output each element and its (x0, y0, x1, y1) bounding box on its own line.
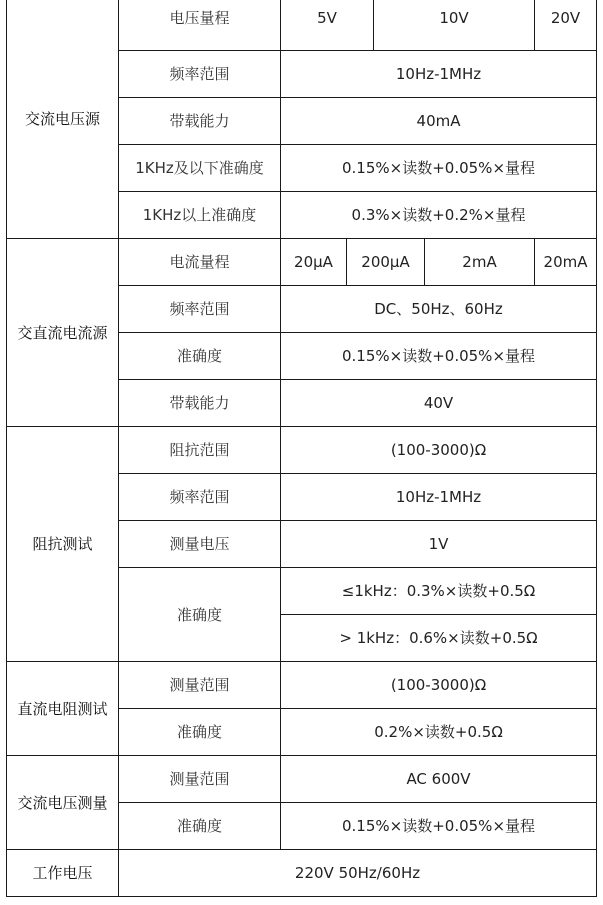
frequency-range-value: 10Hz-1MHz (281, 474, 597, 521)
measure-range-value: (100-3000)Ω (281, 662, 597, 709)
load-capacity-label: 带载能力 (119, 380, 281, 427)
accuracy-value-high-freq: > 1kHz：0.6%×读数+0.5Ω (281, 615, 597, 662)
category-impedance-test: 阻抗测试 (7, 427, 119, 662)
measure-range-value: AC 600V (281, 756, 597, 803)
accuracy-value: 0.15%×读数+0.05%×量程 (281, 803, 597, 850)
table-row (7, 756, 597, 803)
measure-range-label: 测量范围 (119, 756, 281, 803)
voltage-range-20v: 20V (535, 0, 597, 51)
current-range-20ma: 20mA (535, 239, 597, 286)
load-capacity-label: 带载能力 (119, 98, 281, 145)
spec-table (6, 0, 597, 897)
frequency-range-label: 频率范围 (119, 51, 281, 98)
accuracy-high-value: 0.3%×读数+0.2%×量程 (281, 192, 597, 239)
accuracy-low-label: 1KHz及以下准确度 (119, 145, 281, 192)
impedance-range-value: (100-3000)Ω (281, 427, 597, 474)
accuracy-value-low-freq: ≤1kHz：0.3%×读数+0.5Ω (281, 568, 597, 615)
frequency-range-value: DC、50Hz、60Hz (281, 286, 597, 333)
load-capacity-value: 40V (281, 380, 597, 427)
table-row (7, 850, 597, 897)
accuracy-value: 0.15%×读数+0.05%×量程 (281, 333, 597, 380)
table-row (7, 427, 597, 474)
voltage-range-5v: 5V (281, 0, 374, 51)
accuracy-label: 准确度 (119, 709, 281, 756)
table-row (7, 239, 597, 286)
current-range-2ma: 2mA (425, 239, 535, 286)
table-row (7, 0, 597, 51)
category-ac-voltage-source: 交流电压源 (7, 0, 119, 239)
category-ac-voltage-measure: 交流电压测量 (7, 756, 119, 850)
voltage-range-label: 电压量程 (119, 0, 281, 51)
current-range-200ua: 200μA (347, 239, 425, 286)
category-working-voltage: 工作电压 (7, 850, 119, 897)
accuracy-high-label: 1KHz以上准确度 (119, 192, 281, 239)
frequency-range-label: 频率范围 (119, 286, 281, 333)
working-voltage-value: 220V 50Hz/60Hz (119, 850, 597, 897)
category-acdc-current-source: 交直流电流源 (7, 239, 119, 427)
category-dc-resistance-test: 直流电阻测试 (7, 662, 119, 756)
test-voltage-label: 测量电压 (119, 521, 281, 568)
measure-range-label: 测量范围 (119, 662, 281, 709)
table-row (7, 662, 597, 709)
load-capacity-value: 40mA (281, 98, 597, 145)
accuracy-label: 准确度 (119, 333, 281, 380)
accuracy-value: 0.2%×读数+0.5Ω (281, 709, 597, 756)
frequency-range-value: 10Hz-1MHz (281, 51, 597, 98)
impedance-range-label: 阻抗范围 (119, 427, 281, 474)
frequency-range-label: 频率范围 (119, 474, 281, 521)
voltage-range-10v: 10V (374, 0, 535, 51)
accuracy-label: 准确度 (119, 803, 281, 850)
current-range-label: 电流量程 (119, 239, 281, 286)
test-voltage-value: 1V (281, 521, 597, 568)
current-range-20ua: 20μA (281, 239, 347, 286)
accuracy-low-value: 0.15%×读数+0.05%×量程 (281, 145, 597, 192)
accuracy-label: 准确度 (119, 568, 281, 662)
